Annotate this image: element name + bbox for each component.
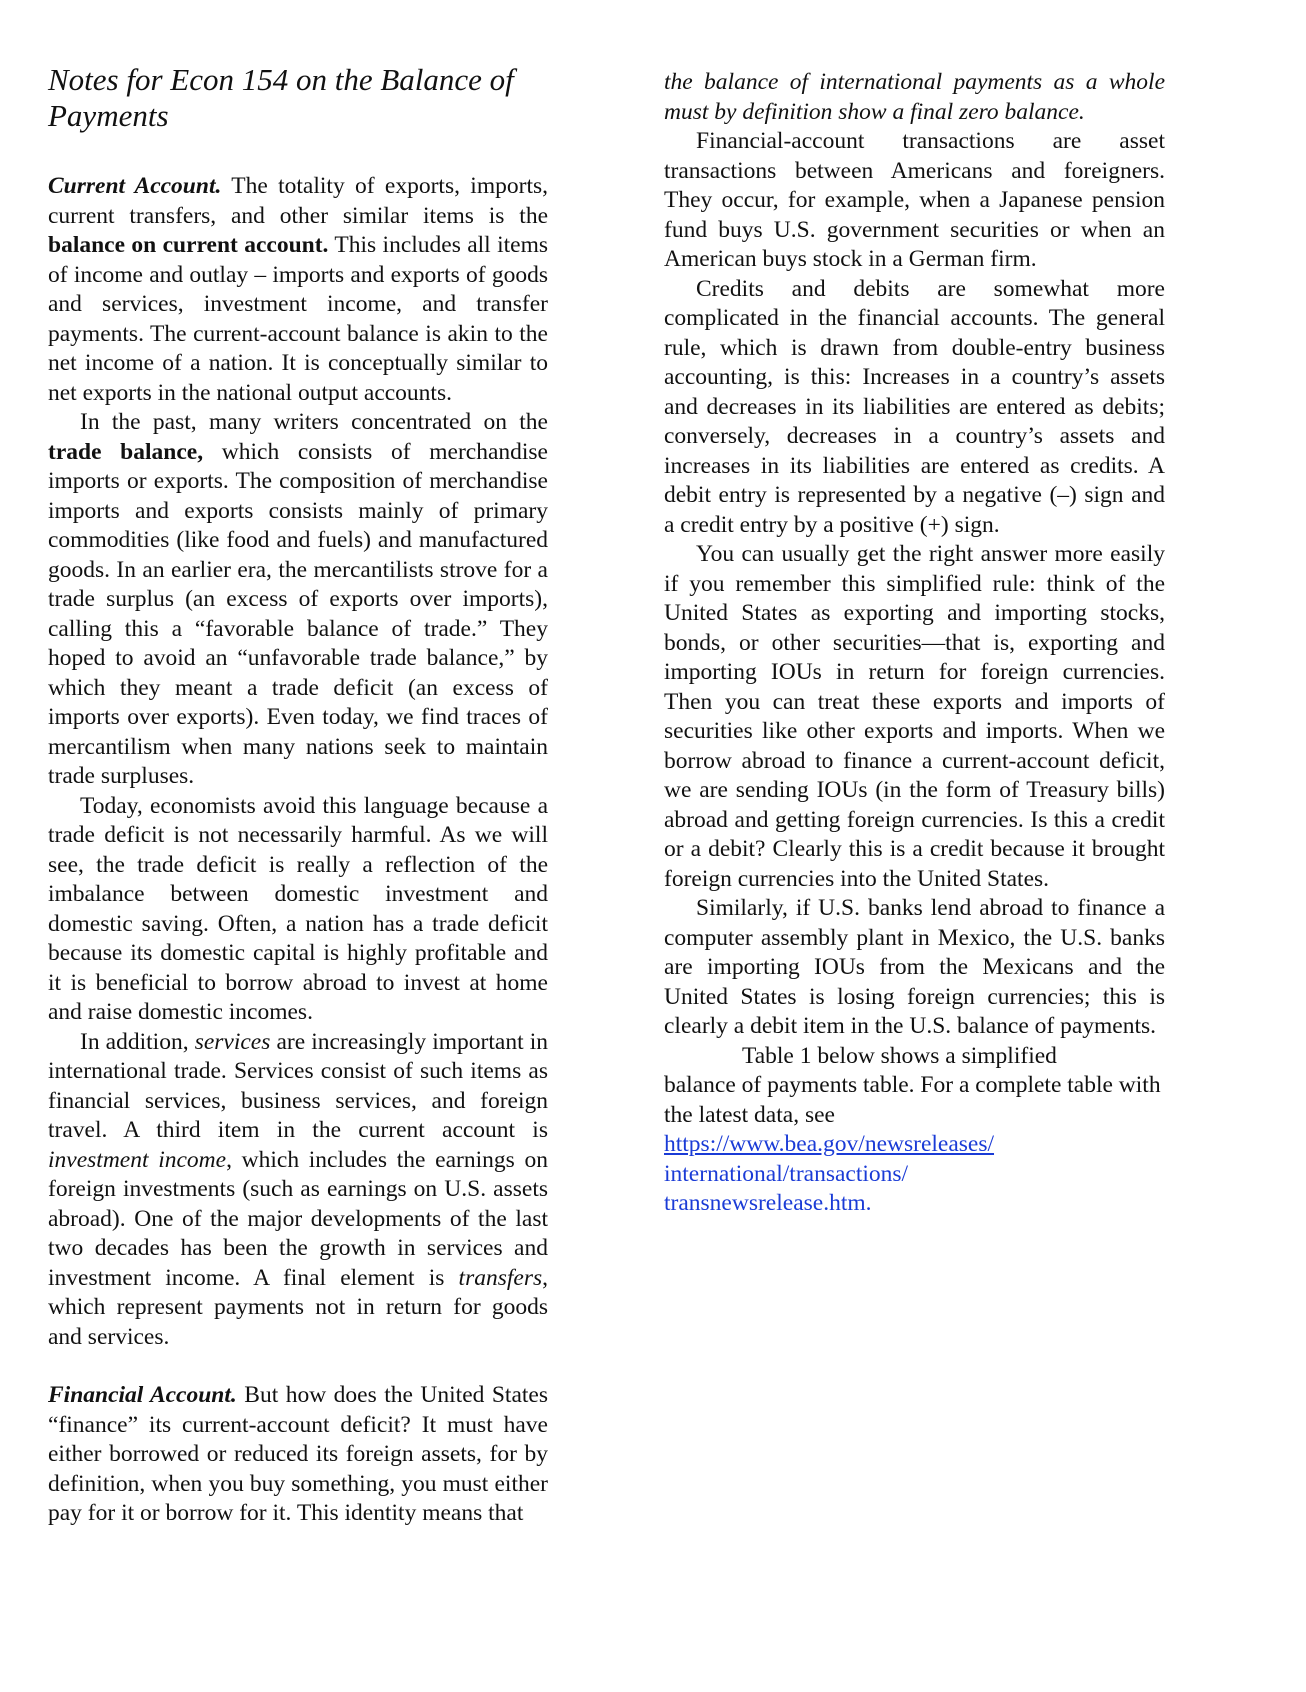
left-column [48,62,548,1529]
text-run: In the past, many writers concentrated on the [80,409,548,435]
bea-link[interactable] [664,1130,1165,1160]
text-run: This includes all items of income and outlay – imports and exports of goods and services, investment income, and transfer payments. The current-account balance is akin to the net income of a nation. It is conceptually similar to net exports in the national output accounts. [48,232,548,406]
bea-link-line-2[interactable]: international/transactions/ [664,1160,909,1187]
current-account-paragraph-3: Today, economists avoid this language because a trade deficit is not necessarily harmful. As we will see, the trade deficit is really a reflection of the imbalance between domestic investment and domestic saving. Often, a nation has a trade deficit because its domestic capital is highly profitable and it is beneficial to borrow abroad to invest at home and raise domestic incomes. [48,792,548,1025]
financial-account-paragraph-4: You can usually get the right answer more easily if you remember this simplified rule: think of the United States as exporting and importing stocks, bonds, or other securities—that is, exporting and importing IOUs in return for foreign currencies. Then you can treat these exports and imports of securities like other exports and imports. When we borrow abroad to finance a current-account deficit, we are sending IOUs (in the form of Treasury bills) abroad and getting foreign currencies. Is this a credit or a debit? Clearly this is a credit because it brought foreign currencies into the United States. [664,541,1165,892]
current-account-paragraph-1 [48,172,548,408]
term-services: services [194,1028,271,1055]
term-transfers: transfers [458,1264,543,1291]
text-run: are increasingly important in international trade. Services consist of such items as financial services, business services, and foreign travel. A third item in the current account is [48,1028,548,1143]
page-title: Notes for Econ 154 on the Balance of Payments [48,62,514,133]
text-run: , which represent payments not in return for goods and services. [48,1264,548,1350]
identity-statement: the balance of international payments as a whole must by definition show a final zero balance. [664,69,1165,125]
term-trade-balance: trade balance, [48,438,204,465]
text-run: which consists of merchandise imports or exports. The composition of merchandise imports and exports consists mainly of primary commodities (like food and fuels) and manufactured goods. In an earlier era, the mercantilists strove for a trade surplus (an excess of exports over imports), calling this a “favorable balance of trade.” They hoped to avoid an “unfavorable trade balance,” by which they meant a trade deficit (an excess of imports over exports). Even today, we find traces of mercantilism when many nations seek to maintain trade surpluses. [48,438,548,789]
bea-link-line-1[interactable]: https://www.bea.gov/newsreleases/ [664,1131,995,1157]
text-run: , which includes the earnings on foreign investments (such as earnings on U.S. assets abroad). One of the major developments of the last two decades has been the growth in services and investment income. A final element is [48,1146,548,1291]
bea-link-line-3[interactable]: transnewsrelease.htm. [664,1190,872,1216]
right-column [664,68,1165,1219]
term-investment-income: investment income [48,1146,227,1173]
text-run: In addition, [80,1028,195,1055]
financial-account-paragraph-1-start [48,1381,548,1529]
financial-account-heading: Financial Account. [48,1382,237,1408]
table-note-line-2: balance of payments table. For a complete table with the latest data, see [664,1072,1161,1128]
current-account-heading: Current Account. [48,173,222,199]
table-note [664,1042,1165,1219]
table-note-line-1: Table 1 below shows a simplified [742,1042,1057,1069]
current-account-paragraph-4 [48,1028,548,1353]
text-run: But how does the United States “finance” its current-account deficit? It must have either borrowed or reduced its foreign assets, for by definition, when you buy something, you must either pay for it or borrow for it. This identity means that [48,1382,548,1526]
current-account-paragraph-2 [48,408,548,792]
financial-account-paragraph-5: Similarly, if U.S. banks lend abroad to finance a computer assembly plant in Mexico, the U.S. banks are importing IOUs from the Mexicans and the United States is losing foreign currencies; this is clearly a debit item in the U.S. balance of payments. [664,895,1165,1039]
financial-account-paragraph-3: Credits and debits are somewhat more complicated in the financial accounts. The general rule, which is drawn from double-entry business accounting, is this: Increases in a country’s assets and decreases in its liabilities are entered as debits; conversely, decreases in a country’s assets and increases in its liabilities are entered as credits. A debit entry is represented by a negative (–) sign and a credit entry by a positive (+) sign. [664,275,1165,538]
financial-account-paragraph-1-end [664,68,1165,127]
financial-account-paragraph-2: Financial-account transactions are asset transactions between Americans and foreigners. They occur, for example, when a Japanese pension fund buys U.S. government securities or when an American buys stock in a German firm. [664,128,1165,272]
text-run: The totality of exports, imports, current transfers, and other similar items is the [48,173,548,229]
term-balance-on-current-account: balance on current account. [48,232,329,258]
